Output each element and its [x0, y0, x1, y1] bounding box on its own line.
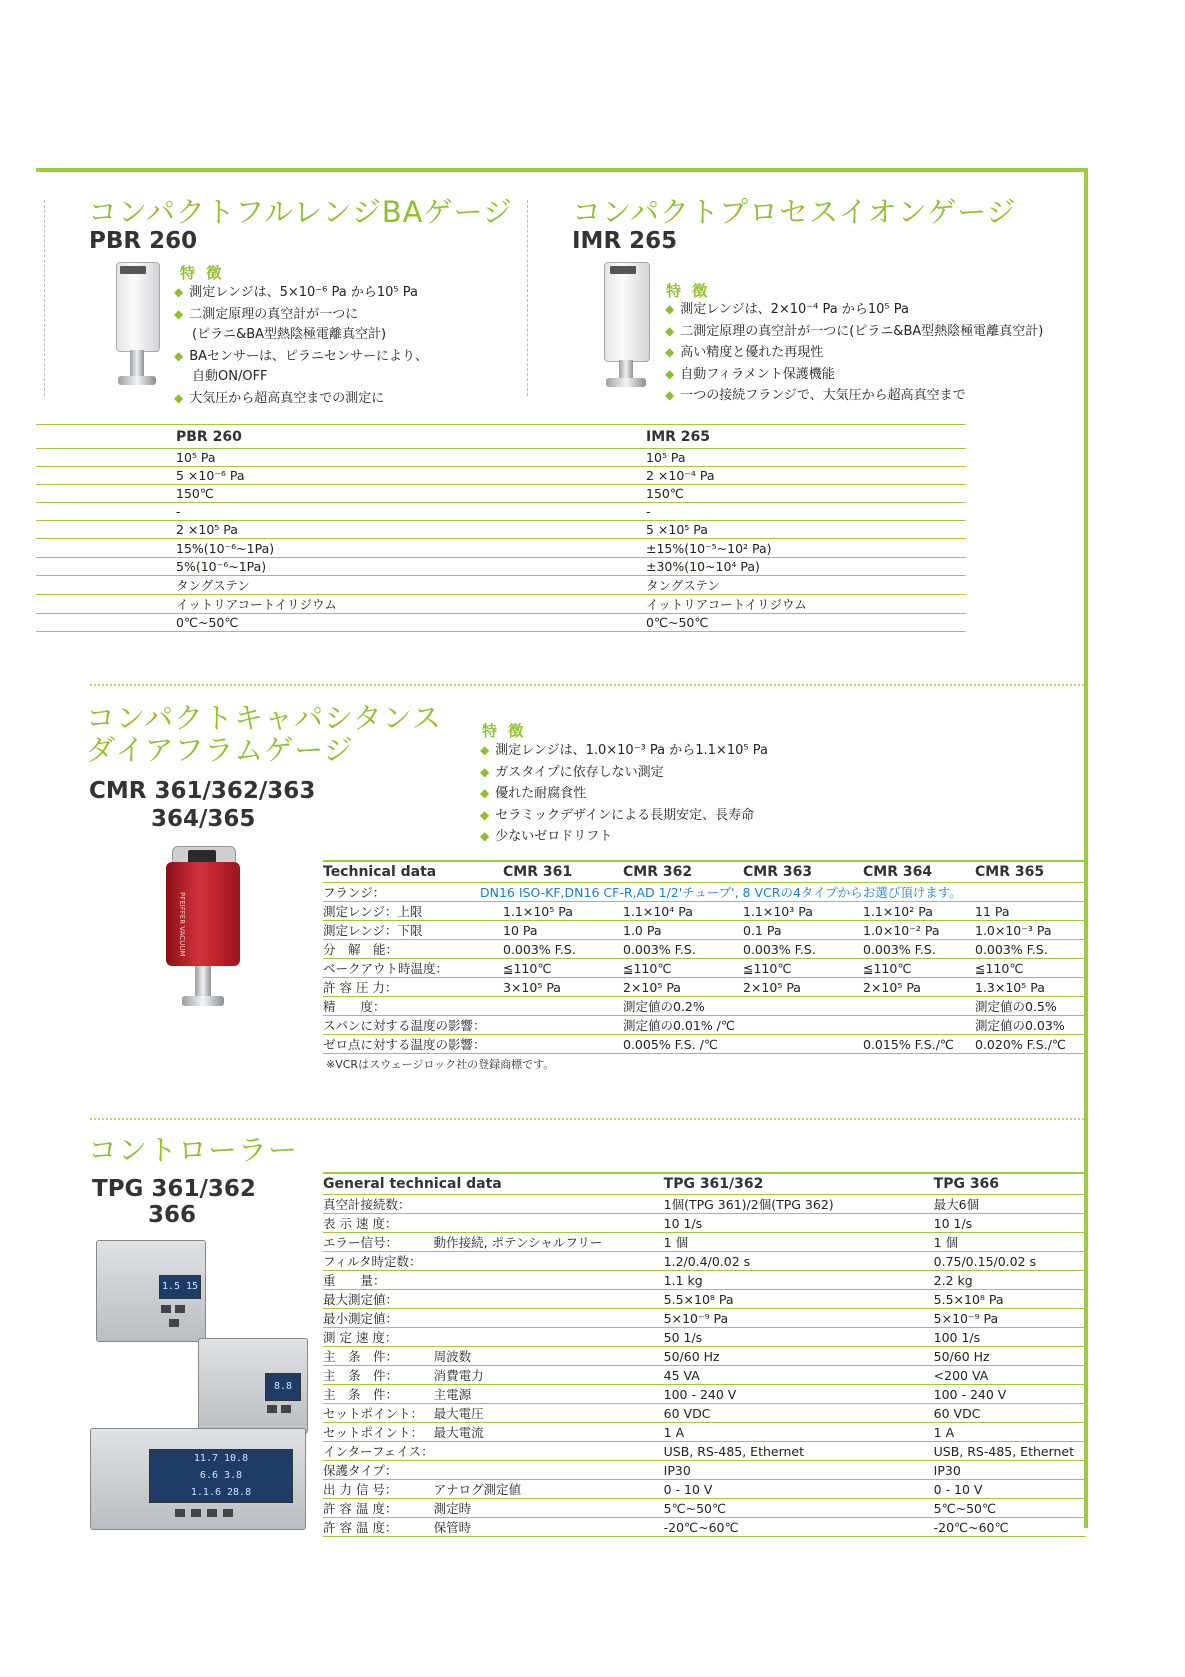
table-row: 最小測定値： 5×10⁻⁹ Pa 5×10⁻⁹ Pa: [323, 1309, 1086, 1328]
table-row: - -: [36, 503, 966, 521]
vcr-trademark-note: ※VCRはスウェージロック社の登録商標です。: [326, 1058, 555, 1071]
tpg-spec-table: [323, 1172, 1086, 1537]
diamond-bullet-icon: ◆: [480, 764, 490, 779]
cmr-model-line1: CMR 361/362/363: [89, 778, 316, 804]
table-row: 主 条 件： 周波数 50/60 Hz 50/60 Hz: [323, 1347, 1086, 1366]
table-row: ベークアウト時温度： ≦110℃ ≦110℃ ≦110℃ ≦110℃ ≦110℃: [323, 959, 1086, 978]
diamond-bullet-icon: ◆: [174, 285, 184, 299]
imr-title: コンパクトプロセスイオンゲージ: [572, 195, 1017, 229]
table-row: 主 条 件： 主電源 100 - 240 V 100 - 240 V: [323, 1385, 1086, 1404]
table-row: 10⁵ Pa 10⁵ Pa: [36, 449, 966, 467]
column-header: CMR 365: [975, 861, 1086, 883]
pbr-feature: ◆ 大気圧から超高真空までの測定に: [174, 390, 385, 406]
pbr-features-heading: 特 徴: [180, 264, 225, 282]
section-divider: [90, 1118, 1084, 1120]
table-header-row: [323, 1173, 1086, 1195]
table-row: 最大測定値： 5.5×10⁸ Pa 5.5×10⁸ Pa: [323, 1290, 1086, 1309]
column-header: TPG 366: [934, 1173, 1086, 1195]
imr-features-heading: 特 徴: [666, 282, 711, 300]
table-row: 出 力 信 号： アナログ測定値 0 - 10 V 0 - 10 V: [323, 1480, 1086, 1499]
diamond-bullet-icon: ◆: [480, 786, 490, 800]
controller-title: コントローラー: [88, 1133, 299, 1167]
cmr-gauge-image: [158, 846, 248, 1016]
cmr-spec-table: [323, 860, 1086, 1054]
pbr-feature-list: [174, 282, 428, 409]
table-row: セットポイント： 最大電流 1 A 1 A: [323, 1423, 1086, 1442]
cmr-brand-label: PFEIFFER VACUUM: [178, 892, 186, 957]
table-row: エラー信号： 動作接続, ポテンシャルフリー 1 個 1 個: [323, 1233, 1086, 1252]
column-header: CMR 362: [623, 861, 743, 883]
tpg-362-display: 8.8: [265, 1373, 301, 1401]
top-accent-bar: [36, 168, 1088, 172]
cmr-feature: ◆ 少ないゼロドリフト: [480, 829, 613, 844]
column-header: General technical data: [323, 1173, 664, 1195]
cmr-feature: ◆ 優れた耐腐食性: [480, 786, 587, 801]
pbr-gauge-image: [112, 262, 164, 400]
tpg-366-display: 11.7 10.8 6.6 3.8 1.1.6 28.8: [149, 1449, 293, 1503]
imr-feature: ◆ 自動フィラメント保護機能: [665, 366, 835, 382]
table-row: フランジ： DN16 ISO-KF,DN16 CF-R,AD 1/2'チューブ', 8 VCRの4タイプからお選び頂けます。: [323, 883, 1086, 902]
table-row: ゼロ点に対する温度の影響： 0.005% F.S. /℃ 0.015% F.S./℃ 0.020% F.S./℃: [323, 1035, 1086, 1054]
imr-feature: ◆ 測定レンジは、2×10⁻⁴ Pa から10⁵ Pa: [665, 302, 909, 317]
table-row: スパンに対する温度の影響： 測定値の0.01% /℃ 測定値の0.03%: [323, 1016, 1086, 1035]
table-row: 分 解 能： 0.003% F.S. 0.003% F.S. 0.003% F.S. 0.003% F.S. 0.003% F.S.: [323, 940, 1086, 959]
flange-options: DN16 ISO-KF,DN16 CF-R,AD 1/2'チューブ', 8 VCRの4タイプからお選び頂けます。: [460, 883, 1086, 902]
tpg-366-image: [90, 1428, 306, 1530]
column-divider: [527, 200, 528, 396]
tpg-362-image: [198, 1338, 308, 1434]
imr-feature: ◆ 一つの接続フランジで、大気圧から超高真空まで: [665, 388, 966, 403]
imr-gauge-image: [598, 262, 656, 400]
column-header: IMR 265: [646, 425, 966, 449]
imr-feature-list: [665, 299, 1043, 407]
diamond-bullet-icon: ◆: [174, 306, 184, 321]
pbr-feature: ◆ 測定レンジは、5×10⁻⁶ Pa から10⁵ Pa: [174, 285, 418, 300]
table-row: セットポイント： 最大電圧 60 VDC 60 VDC: [323, 1404, 1086, 1423]
cmr-features-heading: 特 徴: [482, 722, 527, 740]
table-row: 保護タイプ： IP30 IP30: [323, 1461, 1086, 1480]
table-row: イットリアコートイリジウム イットリアコートイリジウム: [36, 594, 966, 613]
cmr-feature: ◆ セラミックデザインによる長期安定、長寿命: [480, 807, 755, 823]
table-row: 重 量： 1.1 kg 2.2 kg: [323, 1271, 1086, 1290]
table-row: 5 ×10⁻⁶ Pa 2 ×10⁻⁴ Pa: [36, 467, 966, 485]
table-row: 150℃ 150℃: [36, 485, 966, 503]
diamond-bullet-icon: ◆: [174, 390, 184, 405]
cmr-model-line2: 364/365: [151, 806, 256, 832]
pbr-title: コンパクトフルレンジBAゲージ: [88, 195, 513, 229]
pbr-feature: ◆ BAセンサーは、ピラニセンサーにより、: [174, 348, 429, 364]
table-row: タングステン タングステン: [36, 575, 966, 594]
table-row: 5%(10⁻⁶~1Pa) ±30%(10~10⁴ Pa): [36, 557, 966, 575]
table-row: インターフェイス： USB, RS-485, Ethernet USB, RS-485, Ethernet: [323, 1442, 1086, 1461]
table-row: 測定レンジ：下限 10 Pa 1.0 Pa 0.1 Pa 1.0×10⁻² Pa 1.0×10⁻³ Pa: [323, 921, 1086, 940]
cmr-title-line2: ダイアフラムゲージ: [86, 733, 354, 767]
diamond-bullet-icon: ◆: [665, 366, 675, 381]
table-row: 真空計接続数： 1個(TPG 361)/2個(TPG 362) 最大6個: [323, 1195, 1086, 1214]
cmr-feature-list: [480, 740, 768, 848]
diamond-bullet-icon: ◆: [480, 743, 490, 757]
imr-model: IMR 265: [572, 228, 678, 254]
gauge-spec-table: [36, 424, 966, 632]
table-row: 測 定 速 度： 50 1/s 100 1/s: [323, 1328, 1086, 1347]
column-header: CMR 361: [503, 861, 623, 883]
pbr-feature: ◆ 二測定原理の真空計が一つに: [174, 306, 359, 322]
table-row: 許 容 温 度： 保管時 -20℃~60℃ -20℃~60℃: [323, 1518, 1086, 1537]
table-row: 許 容 圧 力： 3×10⁵ Pa 2×10⁵ Pa 2×10⁵ Pa 2×10⁵ Pa 1.3×10⁵ Pa: [323, 978, 1086, 997]
pbr-feature: 自動ON/OFF: [192, 369, 268, 384]
table-header-row: [323, 861, 1086, 883]
cmr-feature: ◆ ガスタイプに依存しない測定: [480, 764, 664, 780]
table-header-row: [36, 425, 966, 449]
section-divider: [90, 684, 1084, 686]
pbr-model: PBR 260: [89, 228, 198, 254]
table-row: 主 条 件： 消費電力 45 VA <200 VA: [323, 1366, 1086, 1385]
pbr-feature: (ピラニ&BA型熱陰極電離真空計): [192, 327, 387, 342]
diamond-bullet-icon: ◆: [665, 302, 675, 316]
tpg-model-line2: 366: [148, 1202, 197, 1228]
cmr-feature: ◆ 測定レンジは、1.0×10⁻³ Pa から1.1×10⁵ Pa: [480, 743, 768, 758]
diamond-bullet-icon: ◆: [480, 829, 490, 843]
column-header: Technical data: [323, 861, 503, 883]
column-header: PBR 260: [176, 425, 646, 449]
left-dashed-rule: [44, 200, 45, 396]
cmr-title-line1: コンパクトキャパシタンス: [86, 701, 442, 735]
table-row: 精 度： 測定値の0.2% 測定値の0.5%: [323, 997, 1086, 1016]
diamond-bullet-icon: ◆: [480, 807, 490, 822]
table-row: 表 示 速 度： 10 1/s 10 1/s: [323, 1214, 1086, 1233]
tpg-model-line1: TPG 361/362: [92, 1176, 256, 1202]
diamond-bullet-icon: ◆: [665, 345, 675, 359]
table-row: 測定レンジ：上限 1.1×10⁵ Pa 1.1×10⁴ Pa 1.1×10³ Pa 1.1×10² Pa 11 Pa: [323, 902, 1086, 921]
imr-feature: ◆ 二測定原理の真空計が一つに(ピラニ&BA型熱陰極電離真空計): [665, 323, 1044, 339]
column-header: CMR 363: [743, 861, 863, 883]
column-header: CMR 364: [863, 861, 975, 883]
table-row: 0℃~50℃ 0℃~50℃: [36, 613, 966, 631]
diamond-bullet-icon: ◆: [174, 348, 184, 363]
table-row: フィルタ時定数： 1.2/0.4/0.02 s 0.75/0.15/0.02 s: [323, 1252, 1086, 1271]
diamond-bullet-icon: ◆: [665, 388, 675, 402]
tpg-361-display: 1.5 15: [159, 1275, 201, 1299]
table-row: 2 ×10⁵ Pa 5 ×10⁵ Pa: [36, 521, 966, 539]
tpg-361-image: [96, 1240, 206, 1342]
table-row: 許 容 温 度： 測定時 5℃~50℃ 5℃~50℃: [323, 1499, 1086, 1518]
table-row: 15%(10⁻⁶~1Pa) ±15%(10⁻⁵~10² Pa): [36, 539, 966, 557]
diamond-bullet-icon: ◆: [665, 323, 675, 338]
column-header: TPG 361/362: [664, 1173, 934, 1195]
imr-feature: ◆ 高い精度と優れた再現性: [665, 345, 824, 360]
